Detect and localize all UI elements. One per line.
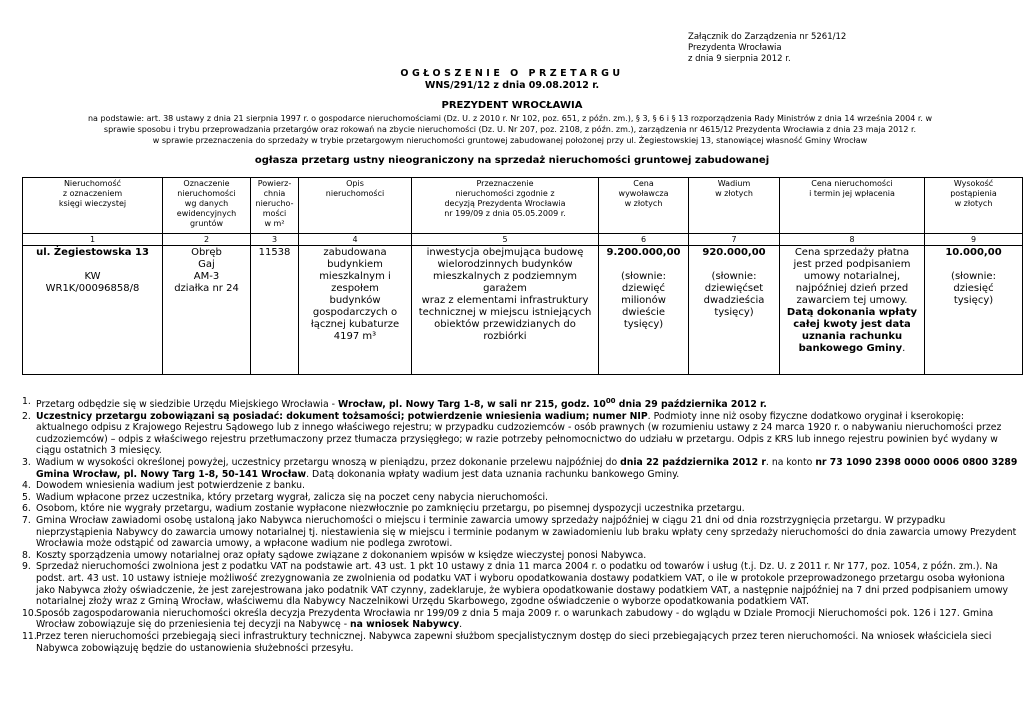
cell-line: dziewięćset (704, 283, 764, 294)
legal-basis-line: na podstawie: art. 38 ustawy z dnia 21 sierpnia 1997 r. o gospodarce nieruchomościami (Dz. U. z 2010 r. Nr 102, poz. 651, z późn. zm.), § 3, § 6 i § 13 rozporządzenia Rady Ministrów z dnia 14 września 2004 r. w (87, 114, 933, 123)
property-table (22, 177, 1023, 375)
header-line: wg danych (184, 199, 229, 208)
term-item (22, 480, 1018, 492)
cell-line: 4197 m³ (333, 331, 377, 342)
term-text: Uczestnicy przetargu zobowiązani są posiadać: dokument tożsamości; potwierdzenie wniesienia wadium; numer NIP (36, 410, 648, 422)
cell-line: dwadzieścia (703, 295, 765, 306)
term-text: Przez teren nieruchomości przebiegają sieci infrastruktury technicznej. Nabywca zapewni służbom specjalistycznym dostęp do sieci przebiegających przez teren nieruchomości. Na wniosek właściciela sieci Nabywca zobowiązuję będzie do ustanowienia służebności przesyłu. (36, 630, 992, 654)
header-line: w m² (264, 219, 285, 228)
header-line: Oznaczenie (183, 179, 230, 188)
header-line: Powierz- (257, 179, 292, 188)
document-title: OGŁOSZENIE O PRZETARGU (400, 68, 624, 79)
cell-payment (780, 246, 925, 375)
term-item (22, 396, 1018, 411)
annex-line: Załącznik do Zarządzenia nr 5261/12 (688, 32, 847, 42)
term-number: 11. (22, 630, 37, 642)
header-line: Wadium (717, 179, 751, 188)
cell-deposit (689, 246, 780, 375)
cell-property (23, 246, 163, 375)
term-item (22, 608, 1018, 631)
column-header-5 (412, 178, 599, 234)
term-text: . na konto (765, 457, 816, 469)
area-value: 11538 (258, 247, 291, 258)
term-item (22, 492, 1018, 504)
column-header-1 (23, 178, 163, 234)
cell-line: uznania rachunku (801, 331, 903, 342)
term-text: Dowodem wniesienia wadium jest potwierdzenie z banku. (36, 480, 306, 492)
term-text: Sposób zagospodarowania nieruchomości określa decyzja Prezydenta Wrocławia nr 199/09 z dnia 5 maja 2009 r. o warunkach zabudowy - do wglądu w Dziale Promocji Nieruchomości pok. 126 i 127. Gmina Wrocław zobowiązuje się do przeniesienia tej decyzji na Nabywcę - (36, 607, 994, 631)
header-line: postąpienia (950, 189, 997, 198)
table-row (23, 246, 1023, 375)
annex-line: z dnia 9 sierpnia 2012 r. (688, 54, 791, 64)
term-text: Osobom, które nie wygrały przetargu, wadium zostanie wypłacone niezwłocznie po zamknięciu przetargu, po pisemnej dyspozycji uczestnika przetargu. (36, 503, 745, 515)
header-line: w złotych (624, 199, 663, 208)
increment-words (927, 271, 1020, 307)
announcement: ogłasza przetarg ustny nieograniczony na sprzedaż nieruchomości gruntowej zabudowanej (254, 155, 770, 166)
cell-line: tysięcy) (714, 307, 754, 318)
header-line: wywoławcza (618, 189, 669, 198)
term-text: . (459, 619, 463, 631)
cell-line: budynków (329, 295, 381, 306)
term-item (22, 561, 1018, 607)
annex-note (688, 32, 846, 65)
header-line: ewidencyjnych (176, 209, 237, 218)
column-header-6 (599, 178, 689, 234)
cell-line: technicznej w miejscu istniejących (418, 307, 592, 318)
property-address: ul. Żegiestowska 13 (36, 247, 149, 258)
legal-basis-line: w sprawie przeznaczenia do sprzedaży w trybie przetargowym nieruchomości gruntowej zabudowanej położonej przy ul. Żegiestowskiej 13, stanowiącej własność Gminy Wrocław (152, 136, 868, 145)
header-line: w złotych (954, 199, 993, 208)
table-number-row (23, 234, 1023, 246)
column-number: 5 (412, 234, 599, 246)
deposit-value: 920.000,00 (702, 247, 766, 258)
table-header-row (23, 178, 1023, 234)
column-number: 2 (163, 234, 251, 246)
term-number: 8. (22, 549, 31, 561)
cell-line: łącznej kubaturze (310, 319, 400, 330)
cell-line: działka nr 24 (174, 283, 239, 294)
cell-line: dziesięć (953, 283, 994, 294)
legal-basis-line: sprawie sposobu i trybu przeprowadzania przetargów oraz rokowań na zbycie nieruchomości (Dz. U. Nr 207, poz. 2108, z późn. zm.), zarządzenia nr 4615/12 Prezydenta Wrocławia z dnia 23 maja 2012 r. (103, 125, 917, 134)
column-header-9 (925, 178, 1023, 234)
cell-line: Datą dokonania wpłaty (786, 307, 918, 318)
cell-line: całej kwoty jest data (793, 319, 911, 330)
term-text: Wadium w wysokości określonej powyżej, uczestnicy przetargu wnoszą w pieniądzu, przez dokonanie przelewu najpóźniej do (36, 457, 621, 469)
cell-line: budynkiem (327, 259, 383, 270)
column-number: 3 (251, 234, 299, 246)
header-line: mości (262, 209, 287, 218)
term-text: Sprzedaż nieruchomości zwolniona jest z podatku VAT na podstawie art. 43 ust. 1 pkt 10 ustawy z dnia 11 marca 2004 r. o podatku od towarów i usług (t.j. Dz. U. z 2011 r. Nr 177, poz. 1054, z późn. zm.). Na podst. art. 43 ust. 10 ustawy istnieje możliwość zrezygnowania ze zwolnienia od podatku VAT i wyboru opodatkowania dostawy podatkiem VAT, o ile w protokole przeprowadzonego przetargu osoba wyłoniona jako Nabywca złoży oświadczenie, że jest zarejestrowana jako podatnik VAT czynny, zadeklaruje, że wybiera opodatkowanie dostawy podatkiem VAT, a następnie najpóźniej na 7 dni przed podpisaniem umowy notarialnej złoży wraz z Gminą Wrocław, właściwemu dla Nabywcy Naczelnikowi Urzędu Skarbowego, zgodne oświadczenie o wyborze opodatkowania podatkiem VAT. (36, 561, 1009, 608)
header-line: Cena (633, 179, 654, 188)
header-line: w złotych (715, 189, 753, 198)
column-number: 6 (599, 234, 689, 246)
term-item (22, 550, 1018, 562)
kw-label: KW (84, 271, 101, 282)
cell-line: mieszkalnych z podziemnym garażem (432, 271, 578, 294)
term-number: 9. (22, 561, 31, 573)
header-line: Nieruchomość (63, 179, 122, 188)
reference-number: WNS/291/12 z dnia 09.08.2012 r. (424, 80, 600, 91)
cell-price (599, 246, 689, 375)
cell-line: (słownie: (711, 271, 757, 282)
header-line: nr 199/09 z dnia 05.05.2009 r. (444, 209, 566, 218)
header-line: nierucho- (255, 199, 294, 208)
header-line: księgi wieczystej (58, 199, 127, 208)
kw-number: WR1K/00096858/8 (45, 283, 140, 294)
term-number: 3. (22, 457, 31, 469)
annex-line: Prezydenta Wrocławia (688, 43, 782, 53)
term-item (22, 515, 1018, 550)
term-number: 1. (22, 396, 31, 407)
payment-date-terms (782, 307, 922, 355)
term-text: 00 (605, 397, 616, 405)
price-words (601, 271, 686, 331)
cell-line: Cena sprzedaży płatna (794, 247, 910, 258)
legal-basis (30, 113, 990, 146)
cell-line: zabudowana (323, 247, 387, 258)
issuing-authority: PREZYDENT WROCŁAWIA (441, 100, 583, 111)
cell-description (299, 246, 412, 375)
header-line: Cena nieruchomości (811, 179, 893, 188)
cell-line: dwieście tysięcy) (621, 307, 666, 330)
term-item (22, 503, 1018, 515)
cell-line: umowy notarialnej, (803, 271, 901, 282)
cell-line: obiektów przewidzianych do rozbiórki (434, 319, 576, 342)
term-number: 6. (22, 503, 31, 515)
term-number: 7. (22, 515, 31, 527)
column-header-7 (689, 178, 780, 234)
column-header-3 (251, 178, 299, 234)
cell-line: inwestycja obejmująca budowę (426, 247, 584, 258)
cell-line: Gaj (198, 259, 215, 270)
cell-line: dziewięć (621, 283, 666, 294)
term-text: dnia 22 października 2012 r (620, 457, 766, 469)
column-number: 7 (689, 234, 780, 246)
term-text: Przetarg odbędzie się w siedzibie Urzędu Miejskiego Wrocławia - (36, 399, 338, 411)
column-number: 9 (925, 234, 1023, 246)
header-line: Wysokość (953, 179, 994, 188)
cell-line: Obręb (191, 247, 222, 258)
column-header-4 (299, 178, 412, 234)
header-line: nieruchomości zgodnie z (455, 189, 555, 198)
cell-line: tysięcy) (953, 295, 994, 306)
increment-value: 10.000,00 (945, 247, 1002, 258)
header-line: nieruchomości (325, 189, 385, 198)
header-line: gruntów (189, 219, 224, 228)
term-number: 4. (22, 480, 31, 492)
term-text: na wniosek Nabywcy (350, 619, 460, 631)
term-item (22, 411, 1018, 457)
term-text: . Datą dokonania wpłaty wadium jest data uznania rachunku bankowego Gminy. (306, 468, 680, 480)
cell-line: wielorodzinnych budynków (437, 259, 573, 270)
cell-precinct (163, 246, 251, 375)
cell-line: zespołem (331, 283, 379, 294)
price-value: 9.200.000,00 (606, 247, 681, 258)
cell-line: gospodarczych o (312, 307, 398, 318)
column-number: 8 (780, 234, 925, 246)
term-item (22, 631, 1018, 654)
column-header-2 (163, 178, 251, 234)
cell-line: najpóźniej dzień przed (795, 283, 909, 294)
cell-line: wraz z elementami infrastruktury (421, 295, 589, 306)
terms-list (22, 396, 1018, 654)
header-line: chnia (263, 189, 286, 198)
payment-terms (782, 247, 922, 307)
cell-increment (925, 246, 1023, 375)
cell-area (251, 246, 299, 375)
header-line: z oznaczeniem (62, 189, 123, 198)
term-number: 5. (22, 491, 31, 503)
deposit-words (691, 271, 777, 319)
header-line: Opis (346, 179, 364, 188)
cell-line: jest przed podpisaniem (793, 259, 911, 270)
cell-line: AM-3 (193, 271, 220, 282)
cell-line: bankowego Gminy. (798, 343, 906, 354)
term-number: 2. (22, 410, 31, 422)
header-line: decyzją Prezydenta Wrocławia (444, 199, 566, 208)
column-header-8 (780, 178, 925, 234)
header-line: Przeznaczenie (476, 179, 534, 188)
header-line: nieruchomości (177, 189, 236, 198)
cell-line: milionów (621, 295, 666, 306)
term-text: Wadium wpłacone przez uczestnika, który przetarg wygrał, zalicza się na poczet ceny nabycia nieruchomości. (36, 491, 548, 503)
term-text: dnia 29 października 2012 r. (615, 399, 767, 411)
term-text: . Podmioty inne niż osoby fizyczne dodatkowo oryginał i kserokopię: aktualnego odpisu z Krajowego Rejestru Sądowego lub z innego właściwego rejestru; w przypadku cudzoziemców - osób prawnych (w rozumieniu ustawy z 24 marca 1920 r. o nabywaniu nieruchomości przez cudzoziemców) – odpis z właściwego rejestru przetłumaczony przez tłumacza przysięgłego; w razie potrzeby pełnomocnictwo do udziału w przetargu. Odpis z KRS lub innego rejestru powinien być wydany w ciągu ostatnich 3 miesięcy. (36, 410, 1002, 457)
term-text: Wrocław, pl. Nowy Targ 1-8, w sali nr 215, godz. 10 (337, 399, 606, 411)
cell-line: (słownie: (951, 271, 996, 282)
term-number: 10. (22, 607, 37, 619)
term-item (22, 457, 1018, 480)
header-line: i termin jej wpłacenia (809, 189, 895, 198)
term-text: Koszty sporządzenia umowy notarialnej oraz opłaty sądowe związane z dokonaniem wpisów w księdze wieczystej ponosi Nabywca. (36, 549, 647, 561)
column-number: 4 (299, 234, 412, 246)
cell-line: zawarciem tej umowy. (796, 295, 908, 306)
cell-line: (słownie: (621, 271, 666, 282)
term-text: Gmina Wrocław zawiadomi osobę ustaloną jako Nabywca nieruchomości o miejscu i terminie zawarcia umowy sprzedaży najpóźniej w ciągu 21 dni od dnia rozstrzygnięcia przetargu. W przypadku nieprzystąpienia Nabywcy do zawarcia umowy notarialnej tj. niestawienia się w miejscu i terminie podanym w zawiadomieniu lub braku wpłaty ceny sprzedaży nieruchomości do dnia zawarcia umowy Prezydent Wrocławia może odstąpić od zawarcia umowy, a wpłacone wadium nie podlega zwrotowi. (36, 515, 1017, 550)
term-text: nr 73 1090 2398 0000 0006 0800 3289 Gmina Wrocław, pl. Nowy Targ 1-8, 50-141 Wrocław (36, 457, 1018, 480)
cell-line: mieszkalnym i (319, 271, 391, 282)
cell-purpose (412, 246, 599, 375)
column-number: 1 (23, 234, 163, 246)
